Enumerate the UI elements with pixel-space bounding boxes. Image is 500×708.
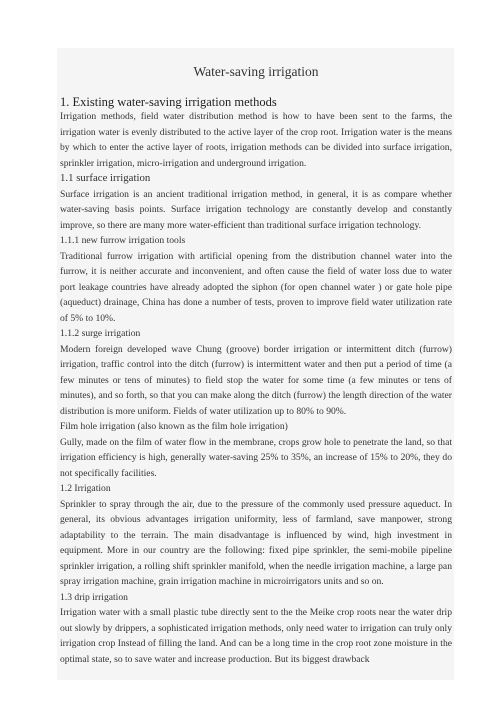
subsubsection-heading: Film hole irrigation (also known as the film hole irrigation) bbox=[60, 421, 288, 432]
paragraph: Sprinkler to spray through the air, due to the pressure of the commonly used pressure aqueduct. In general, its obvious advantages irrigation uniformity, less of farmland, save manpower, strong adaptability to the terrain. The main disadvantage is influenced by wind, high investment in equipment. More in our country are the following: fixed pipe sprinkler, the semi-mobile pipeline sprinkler irrigation, a rolling shift sprinkler manifold, when the needle irrigation machine, a large pan spray irrigation machine, grain irrigation machine in microirrigators units and so on. bbox=[60, 498, 452, 587]
paragraph: Modern foreign developed wave Chung (groove) border irrigation or intermittent ditch (furrow) irrigation, traffic control into the ditch (furrow) is intermittent water and then put a period of time (a few minutes or tens of minutes) to field stop the water for some time (a few minutes or tens of minutes), and so forth, so that you can make along the ditch (furrow) the length direction of the water distribution is more uniform. Fields of water utilization up to 80% to 90%. bbox=[60, 343, 452, 417]
paragraph: Surface irrigation is an ancient traditional irrigation method, in general, it is as compare whether water-saving basis points. Surface irrigation technology are constantly develop and constantly improve, so there are many more water-efficient than traditional surface irrigation technology. bbox=[60, 188, 452, 231]
subsubsection-heading: 1.1.2 surge irrigation bbox=[60, 328, 141, 339]
paragraph: Irrigation methods, field water distribution method is how to have been sent to the farms, the irrigation water is evenly distributed to the active layer of the crop root. Irrigation water is the means by which to enter the active layer of roots, irrigation methods can be divided into surface irrigation, sprinkler irrigation, micro-irrigation and underground irrigation. bbox=[60, 111, 452, 169]
subsubsection-heading: 1.1.1 new furrow irrigation tools bbox=[60, 235, 186, 246]
paragraph: Irrigation water with a small plastic tube directly sent to the the Meike crop roots near the water drip out slowly by drippers, a sophisticated irrigation methods, only need water to irrigation can truly only irrigation crop Instead of filling the land. And can be a long time in the crop root zone moisture in the optimal state, so to save water and increase production. But its biggest drawback bbox=[60, 607, 452, 665]
document-body bbox=[60, 109, 452, 667]
paragraph: Gully, made on the film of water flow in the membrane, crops grow hole to penetrate the land, so that irrigation efficiency is high, generally water-saving 25% to 35%, an increase of 15% to 20%, they do not specifically facilities. bbox=[60, 436, 452, 479]
section-heading: 1. Existing water-saving irrigation methods bbox=[60, 95, 277, 109]
subsection-heading: 1.1 surface irrigation bbox=[60, 172, 151, 184]
paragraph: Traditional furrow irrigation with artificial opening from the distribution channel water into the furrow, it is neither accurate and inconvenient, and often cause the field of water loss due to water port leakage countries have already adopted the siphon (for open channel water ) or gate hole pipe (aqueduct) drainage, China has done a number of tests, proven to improve field water utilization rate of 5% to 10%. bbox=[60, 250, 452, 324]
document-page bbox=[57, 48, 454, 680]
subsubsection-heading: 1.2 Irrigation bbox=[60, 483, 111, 494]
subsubsection-heading: 1.3 drip irrigation bbox=[60, 591, 128, 603]
document-title: Water-saving irrigation bbox=[193, 64, 319, 79]
